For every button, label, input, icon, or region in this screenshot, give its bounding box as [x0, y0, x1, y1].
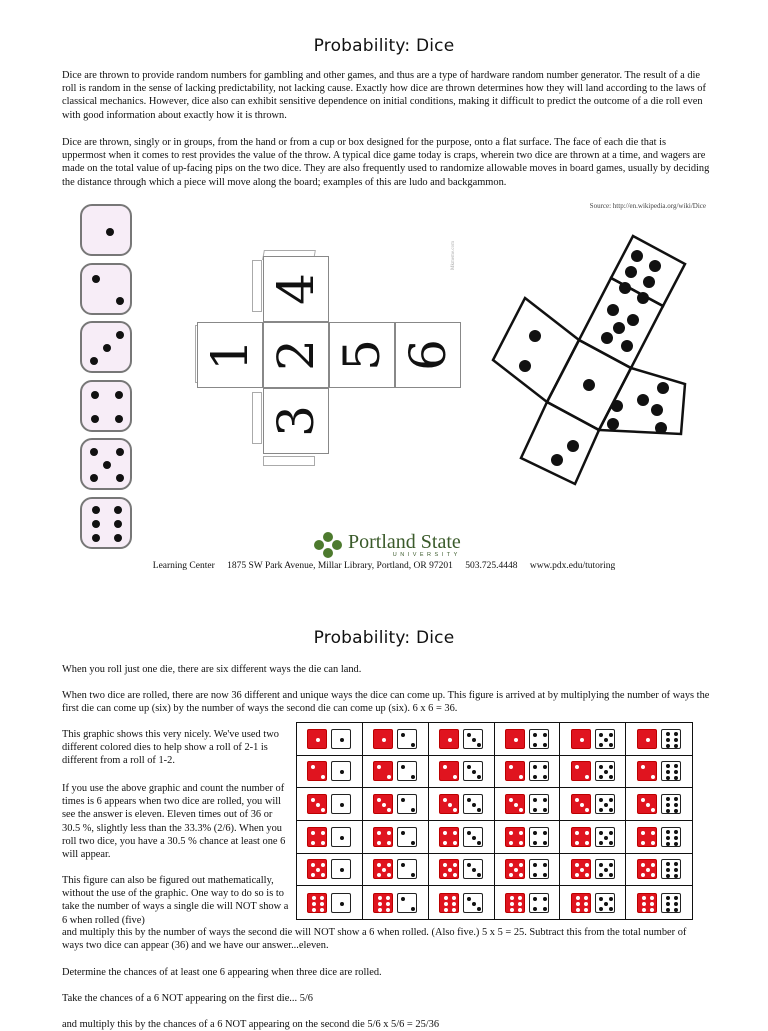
white-die-4 [529, 893, 549, 913]
red-die-2 [307, 761, 327, 781]
count-sixes-paragraph: If you use the above graphic and count the number of times is 6 appears when two dice are rolled, you will see the answer is eleven. Eleven times out of 36 or 30.5 %, slightly less than the 33.3% (2/6). When you roll two dice, you have a 30.5 % chance at least one 6 will appear. [62, 783, 286, 861]
outcome-cell-4-1 [297, 821, 363, 854]
red-die-6 [373, 893, 393, 913]
psu-logo-icon [312, 530, 344, 560]
white-die-1 [331, 794, 351, 814]
red-die-1 [439, 729, 459, 749]
outcome-cell-6-3 [429, 886, 495, 919]
net-face-5: 5 [329, 322, 395, 388]
footer-web[interactable]: www.pdx.edu/tutoring [529, 561, 616, 571]
dice-faces-column [80, 204, 138, 555]
outcome-cell-4-4 [495, 821, 561, 854]
outcome-cell-5-5 [560, 854, 626, 887]
net-face-2: 2 [263, 322, 329, 388]
white-die-3 [463, 761, 483, 781]
outcome-cell-1-2 [363, 723, 429, 756]
die-face-4 [80, 380, 132, 432]
die-face-2 [80, 263, 132, 315]
outcome-cell-4-5 [560, 821, 626, 854]
outcome-cell-1-6 [626, 723, 692, 756]
red-die-6 [439, 893, 459, 913]
red-die-4 [571, 827, 591, 847]
red-die-6 [571, 893, 591, 913]
first-die-paragraph: Take the chances of a 6 NOT appearing on the first die... 5/6 [62, 993, 313, 1004]
outcome-cell-5-6 [626, 854, 692, 887]
outcome-cell-2-3 [429, 756, 495, 789]
red-die-4 [307, 827, 327, 847]
outcome-cell-6-1 [297, 886, 363, 919]
source-citation: Source: http://en.wikipedia.org/wiki/Dice [589, 202, 706, 210]
watermark-text: Mkmeme.com [451, 240, 456, 270]
outcome-cell-3-1 [297, 788, 363, 821]
white-die-6 [661, 893, 681, 913]
red-die-4 [439, 827, 459, 847]
outcome-cell-4-2 [363, 821, 429, 854]
page-title: Probability: Dice [313, 36, 455, 56]
red-die-3 [439, 794, 459, 814]
red-die-3 [307, 794, 327, 814]
outcome-cell-5-4 [495, 854, 561, 887]
outcome-cell-6-4 [495, 886, 561, 919]
white-die-2 [397, 794, 417, 814]
white-die-5 [595, 859, 615, 879]
red-die-6 [307, 893, 327, 913]
red-die-2 [505, 761, 525, 781]
red-die-3 [373, 794, 393, 814]
white-die-6 [661, 794, 681, 814]
psu-logo-sub: UNIVERSITY [392, 552, 461, 558]
white-die-5 [595, 729, 615, 749]
red-die-2 [637, 761, 657, 781]
footer-center: Learning Center [152, 561, 215, 571]
white-die-2 [397, 827, 417, 847]
red-die-2 [373, 761, 393, 781]
white-die-2 [397, 859, 417, 879]
white-die-5 [595, 893, 615, 913]
white-die-1 [331, 729, 351, 749]
die-face-1 [80, 204, 132, 256]
two-dice-outcomes-grid [296, 722, 693, 920]
red-die-3 [571, 794, 591, 814]
white-die-3 [463, 729, 483, 749]
red-die-4 [637, 827, 657, 847]
white-die-2 [397, 761, 417, 781]
second-die-paragraph: and multiply this by the chances of a 6 NOT appearing on the second die 5/6 x 5/6 = 25/36 [62, 1019, 440, 1030]
white-die-5 [595, 827, 615, 847]
outcome-cell-3-3 [429, 788, 495, 821]
outcome-cell-5-1 [297, 854, 363, 887]
white-die-4 [529, 729, 549, 749]
math-method-paragraph: This figure can also be figured out mathematically, without the use of the graphic. One way to do so is to take the number of ways a single die will NOT show a 6 when rolled (five) [62, 875, 289, 926]
red-die-3 [505, 794, 525, 814]
red-die-5 [505, 859, 525, 879]
outcome-cell-2-5 [560, 756, 626, 789]
white-die-6 [661, 827, 681, 847]
outcome-cell-1-4 [495, 723, 561, 756]
outcome-cell-1-5 [560, 723, 626, 756]
white-die-6 [661, 859, 681, 879]
outcome-cell-6-5 [560, 886, 626, 919]
psu-logo [312, 530, 461, 560]
white-die-5 [595, 761, 615, 781]
white-die-3 [463, 859, 483, 879]
red-die-5 [571, 859, 591, 879]
footer [0, 561, 768, 571]
red-die-6 [637, 893, 657, 913]
white-die-6 [661, 761, 681, 781]
red-die-1 [505, 729, 525, 749]
red-die-5 [307, 859, 327, 879]
psu-logo-name: Portland State [348, 531, 461, 553]
outcome-cell-1-1 [297, 723, 363, 756]
die-face-5 [80, 438, 132, 490]
white-die-6 [661, 729, 681, 749]
white-die-1 [331, 859, 351, 879]
die-face-6 [80, 497, 132, 549]
footer-address: 1875 SW Park Avenue, Millar Library, Portland, OR 97201 [227, 561, 453, 571]
page-title-2: Probability: Dice [313, 628, 455, 648]
white-die-1 [331, 893, 351, 913]
white-die-1 [331, 827, 351, 847]
three-dice-question: Determine the chances of at least one 6 appearing when three dice are rolled. [62, 967, 382, 978]
net-face-3: 3 [263, 388, 329, 454]
red-die-1 [637, 729, 657, 749]
net-face-4: 4 [263, 256, 329, 322]
net-face-6: 6 [395, 322, 461, 388]
white-die-4 [529, 859, 549, 879]
white-die-4 [529, 827, 549, 847]
white-die-3 [463, 893, 483, 913]
outcome-cell-1-3 [429, 723, 495, 756]
white-die-4 [529, 794, 549, 814]
outcome-cell-6-2 [363, 886, 429, 919]
red-die-2 [571, 761, 591, 781]
red-die-5 [637, 859, 657, 879]
outcome-cell-6-6 [626, 886, 692, 919]
net-face-1: 1 [197, 322, 263, 388]
white-die-3 [463, 827, 483, 847]
white-die-2 [397, 729, 417, 749]
white-die-4 [529, 761, 549, 781]
pip-dice-net [485, 228, 705, 500]
white-die-5 [595, 794, 615, 814]
white-die-1 [331, 761, 351, 781]
two-dice-paragraph: When two dice are rolled, there are now 36 different and unique ways the dice can come up. This figure is arrived at by multiplying the number of ways the first die can come up (six) by the number of ways the second die can come up (six). 6 x 6 = 36. [62, 690, 710, 715]
outcome-cell-3-4 [495, 788, 561, 821]
footer-phone: 503.725.4448 [465, 561, 518, 571]
die-face-3 [80, 321, 132, 373]
white-die-2 [397, 893, 417, 913]
outcome-cell-5-2 [363, 854, 429, 887]
intro-paragraph: Dice are thrown to provide random numbers for gambling and other games, and thus are a type of hardware random number generator. The result of a die roll is random in the sense of lacking predictability, not lacking cause. Exactly how dice are thrown determines how they will land according to the laws of classical mechanics. However, dice also can exhibit sensitive dependence on initial conditions, making it difficult to predict the outcome of a die roll even with good information about exactly how it is thrown. [62, 70, 706, 121]
outcome-cell-5-3 [429, 854, 495, 887]
white-die-3 [463, 794, 483, 814]
multiply-paragraph: and multiply this by the number of ways the second die will NOT show a 6 when rolled. (Also five.) 5 x 5 = 25. Subtract this from the total number of ways two dice can appear (36) and we have our answer...eleven. [62, 927, 687, 952]
graphic-note-paragraph: This graphic shows this very nicely. We've used two different colored dies to help show a roll of 2-1 is different from a roll of 1-2. [62, 729, 279, 767]
red-die-4 [373, 827, 393, 847]
outcome-cell-3-5 [560, 788, 626, 821]
red-die-5 [439, 859, 459, 879]
red-die-3 [637, 794, 657, 814]
outcome-cell-2-1 [297, 756, 363, 789]
red-die-1 [571, 729, 591, 749]
dice-usage-paragraph: Dice are thrown, singly or in groups, from the hand or from a cup or box designed for the purpose, onto a flat surface. The face of each die that is uppermost when it comes to rest provides the value of the throw. A typical dice game today is craps, wherein two dice are thrown at a time, and wagers are made on the total value of up-facing pips on the two dice. They are also frequently used to randomize allowable moves in board games, usually by deciding the distance through which a piece will move along the board; examples of this are ludo and backgammon. [62, 137, 710, 188]
outcome-cell-4-6 [626, 821, 692, 854]
outcome-cell-3-2 [363, 788, 429, 821]
outcome-cell-4-3 [429, 821, 495, 854]
outcome-cell-3-6 [626, 788, 692, 821]
red-die-1 [373, 729, 393, 749]
red-die-2 [439, 761, 459, 781]
red-die-6 [505, 893, 525, 913]
red-die-5 [373, 859, 393, 879]
red-die-1 [307, 729, 327, 749]
one-die-paragraph: When you roll just one die, there are six different ways the die can land. [62, 664, 362, 675]
outcome-cell-2-6 [626, 756, 692, 789]
outcome-cell-2-4 [495, 756, 561, 789]
red-die-4 [505, 827, 525, 847]
outcome-cell-2-2 [363, 756, 429, 789]
